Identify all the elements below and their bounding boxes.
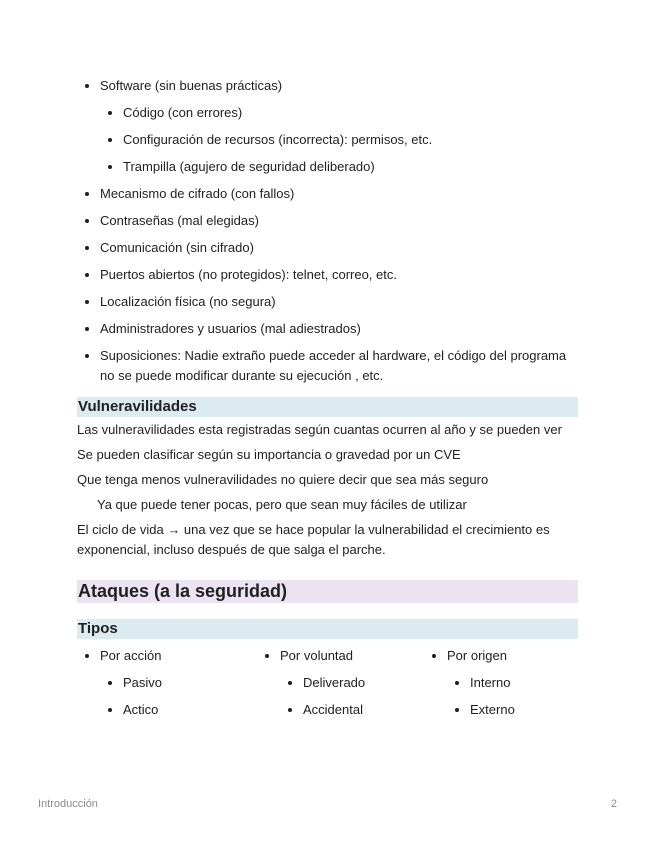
- attack-type-column: [257, 646, 424, 727]
- list-item: Por acción Pasivo Actico: [77, 646, 257, 720]
- paragraph: Se pueden clasificar según su importancia o gravedad por un CVE: [77, 447, 461, 462]
- list-item: Contraseñas (mal elegidas): [77, 211, 578, 231]
- sublist-item: Pasivo: [100, 673, 257, 693]
- paragraph: Las vulneravilidades esta registradas según cuantas ocurren al año y se pueden ver: [77, 422, 562, 437]
- weakness-list: [77, 76, 578, 386]
- sublist-item: Interno: [447, 673, 574, 693]
- subsection-heading-tipos: Tipos: [77, 619, 578, 639]
- sublist-item: Deliverado: [280, 673, 424, 693]
- sublist-item: Configuración de recursos (incorrecta): permisos, etc.: [100, 130, 578, 150]
- list-item: Administradores y usuarios (mal adiestrados): [77, 319, 578, 339]
- attack-type-column: [424, 646, 574, 727]
- list-item-text: Software (sin buenas prácticas): [100, 78, 283, 93]
- page-content: [77, 76, 578, 727]
- section-heading-vulnerabilidades: Vulneravilidades: [77, 397, 578, 417]
- paragraph: Que tenga menos vulneravilidades no quiere decir que sea más seguro: [77, 472, 489, 487]
- paragraph: El ciclo de vida → una vez que se hace popular la vulnerabilidad el crecimiento es exponencial, incluso después de que salga el parche.: [77, 522, 550, 557]
- list-item: Por voluntad Deliverado Accidental: [257, 646, 424, 720]
- section-heading-ataques: Ataques (a la seguridad): [77, 580, 578, 603]
- sublist-item: Externo: [447, 700, 574, 720]
- attack-type-column: [77, 646, 257, 727]
- list-item: Por origen Interno Externo: [424, 646, 574, 720]
- list-item: [77, 76, 578, 177]
- sublist-item: Actico: [100, 700, 257, 720]
- list-item: Localización física (no segura): [77, 292, 578, 312]
- page-number: 2: [610, 798, 617, 810]
- list-item: Puertos abiertos (no protegidos): telnet, correo, etc.: [77, 265, 578, 285]
- attack-types-columns: [77, 646, 578, 727]
- footer-section-title: Introducción: [38, 798, 98, 810]
- list-item: Comunicación (sin cifrado): [77, 238, 578, 258]
- sublist-item: Accidental: [280, 700, 424, 720]
- sublist-item: Trampilla (agujero de seguridad deliberado): [100, 157, 578, 177]
- list-item: Mecanismo de cifrado (con fallos): [77, 184, 578, 204]
- sublist-item: Código (con errores): [100, 103, 578, 123]
- page-footer: [38, 798, 617, 810]
- indented-paragraph: Ya que puede tener pocas, pero que sean muy fáciles de utilizar: [97, 497, 467, 512]
- list-item: Suposiciones: Nadie extraño puede acceder al hardware, el código del programa no se puede modificar durante su ejecución , etc.: [77, 346, 578, 386]
- sublist: [100, 103, 578, 177]
